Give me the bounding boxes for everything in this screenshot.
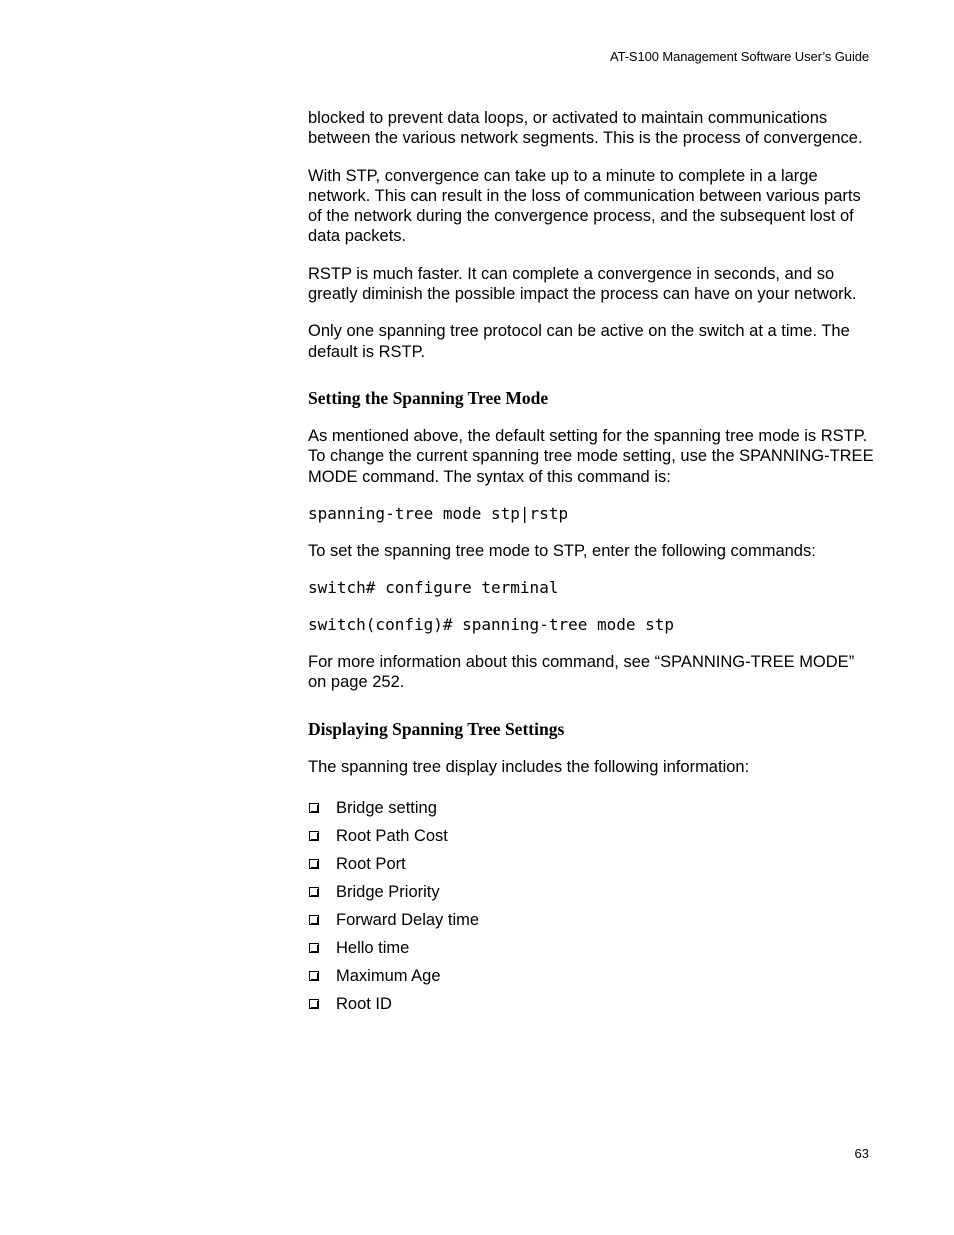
list-item — [308, 794, 874, 822]
checkbox-bullet-icon — [309, 859, 319, 869]
checkbox-bullet-icon — [309, 803, 319, 813]
list-item — [308, 822, 874, 850]
paragraph-cross-reference: For more information about this command, see “SPANNING-TREE MODE” on page 252. — [308, 653, 855, 692]
list-item — [308, 906, 874, 934]
list-item-label: Bridge setting — [336, 799, 437, 818]
paragraph-single-protocol: Only one spanning tree protocol can be active on the switch at a time. The default is RSTP. — [308, 322, 850, 361]
list-item-label: Hello time — [336, 939, 410, 958]
list-item-label: Maximum Age — [336, 967, 441, 986]
list-item — [308, 934, 874, 962]
checkbox-bullet-icon — [309, 887, 319, 897]
list-item-label: Bridge Priority — [336, 883, 440, 902]
list-item — [308, 962, 874, 990]
paragraph-stp-convergence: With STP, convergence can take up to a minute to complete in a large network. This can result in the loss of communication between various parts of the network during the convergence process, and the subsequent lost of data packets. — [308, 166, 861, 246]
checkbox-bullet-icon — [309, 943, 319, 953]
checkbox-bullet-icon — [309, 915, 319, 925]
checkbox-bullet-icon — [309, 999, 319, 1009]
list-item-label: Root Port — [336, 855, 406, 874]
page-number: 63 — [854, 1146, 869, 1161]
paragraph-rstp-speed: RSTP is much faster. It can complete a convergence in seconds, and so greatly diminish the possible impact the process can have on your network. — [308, 264, 857, 304]
checkbox-bullet-icon — [309, 971, 319, 981]
paragraph-mode-intro: As mentioned above, the default setting for the spanning tree mode is RSTP. To change the current spanning tree mode setting, use the SPANNING-TREE MODE command. The syntax of this command is: — [308, 426, 874, 486]
paragraph-convergence: blocked to prevent data loops, or activated to maintain communications between the various network segments. This is the process of convergence. — [308, 109, 863, 148]
paragraph-set-stp: To set the spanning tree mode to STP, enter the following commands: — [308, 541, 816, 560]
list-item-label: Root ID — [336, 995, 392, 1014]
command-spanning-tree-mode: switch(config)# spanning-tree mode stp — [308, 615, 675, 635]
list-item — [308, 990, 874, 1018]
list-item — [308, 878, 874, 906]
list-item-label: Root Path Cost — [336, 827, 448, 846]
list-item-label: Forward Delay time — [336, 911, 480, 930]
list-item — [308, 850, 874, 878]
section-heading-display-settings: Displaying Spanning Tree Settings — [308, 718, 565, 739]
command-syntax: spanning-tree mode stp|rstp — [308, 503, 569, 523]
section-heading-spanning-tree-mode: Setting the Spanning Tree Mode — [308, 387, 549, 408]
paragraph-display-intro: The spanning tree display includes the following information: — [308, 757, 750, 776]
page-body — [308, 108, 874, 1018]
command-configure-terminal: switch# configure terminal — [308, 578, 559, 598]
settings-list — [308, 794, 874, 1018]
running-header: AT-S100 Management Software User’s Guide — [609, 49, 869, 64]
checkbox-bullet-icon — [309, 831, 319, 841]
